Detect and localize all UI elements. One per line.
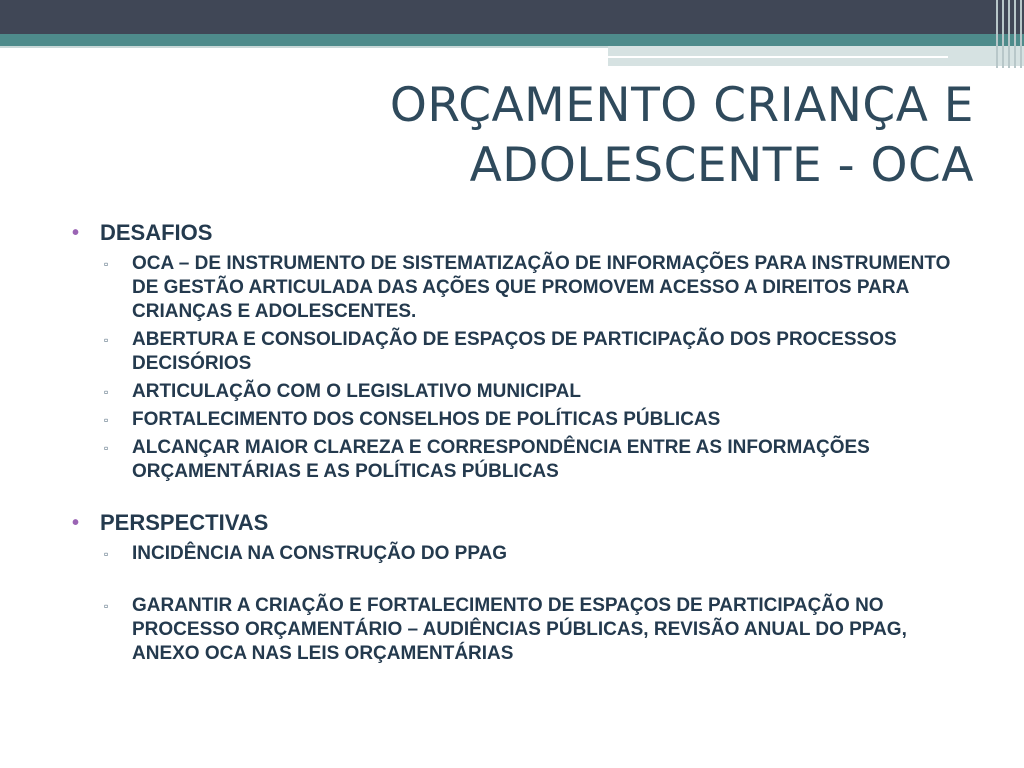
- list-item: [72, 252, 962, 324]
- spacer: [72, 566, 972, 590]
- teal-band: [0, 34, 1024, 46]
- hollow-square-icon: ▫: [104, 257, 109, 271]
- list-item: [72, 594, 962, 666]
- hollow-square-icon: ▫: [104, 599, 109, 613]
- list-item-text: FORTALECIMENTO DOS CONSELHOS DE POLÍTICAS PÚBLICAS: [132, 409, 721, 430]
- list-item: [72, 436, 962, 484]
- list-item-text: ARTICULAÇÃO COM O LEGISLATIVO MUNICIPAL: [132, 381, 581, 402]
- purple-dot-icon: •: [72, 512, 80, 534]
- title-line-2: ADOLESCENTE - OCA: [469, 138, 974, 193]
- spacer: [72, 484, 972, 508]
- hollow-square-icon: ▫: [104, 547, 109, 561]
- list-item-text: GARANTIR A CRIAÇÃO E FORTALECIMENTO DE ESPAÇOS DE PARTICIPAÇÃO NO PROCESSO ORÇAMENTÁRIO – AUDIÊNCIAS PÚBLICAS, REVISÃO ANUAL DO PPAG, ANEXO OCA NAS LEIS ORÇAMENTÁRIAS: [132, 595, 907, 664]
- list-item-text: OCA – DE INSTRUMENTO DE SISTEMATIZAÇÃO DE INFORMAÇÕES PARA INSTRUMENTO DE GESTÃO ARTICULADA DAS AÇÕES QUE PROMOVEM ACESSO A DIREITOS PARA CRIANÇAS E ADOLESCENTES.: [132, 253, 951, 322]
- list-item: [72, 542, 962, 566]
- list-item: [72, 408, 962, 432]
- list-item: [72, 380, 962, 404]
- hollow-square-icon: ▫: [104, 333, 109, 347]
- hollow-square-icon: ▫: [104, 441, 109, 455]
- list-item-text: INCIDÊNCIA NA CONSTRUÇÃO DO PPAG: [132, 543, 508, 564]
- hollow-square-icon: ▫: [104, 413, 109, 427]
- list-item-text: ALCANÇAR MAIOR CLAREZA E CORRESPONDÊNCIA ENTRE AS INFORMAÇÕES ORÇAMENTÁRIAS E AS POLÍTICAS PÚBLICAS: [132, 437, 870, 482]
- top-bar: [0, 0, 1024, 34]
- slide-title: [274, 76, 974, 196]
- section-heading-label: DESAFIOS: [100, 220, 213, 245]
- hollow-square-icon: ▫: [104, 385, 109, 399]
- list-item-text: ABERTURA E CONSOLIDAÇÃO DE ESPAÇOS DE PARTICIPAÇÃO DOS PROCESSOS DECISÓRIOS: [132, 329, 897, 374]
- title-line-1: ORÇAMENTO CRIANÇA E: [389, 78, 974, 133]
- list-item: [72, 328, 962, 376]
- purple-dot-icon: •: [72, 222, 80, 244]
- decorative-stripes: [992, 0, 1024, 68]
- section-heading-label: PERSPECTIVAS: [100, 510, 269, 535]
- slide-content: [72, 218, 972, 666]
- thin-line: [608, 56, 948, 58]
- section-heading-desafios: [72, 218, 972, 248]
- band-line: [0, 46, 608, 48]
- section-heading-perspectivas: [72, 508, 972, 538]
